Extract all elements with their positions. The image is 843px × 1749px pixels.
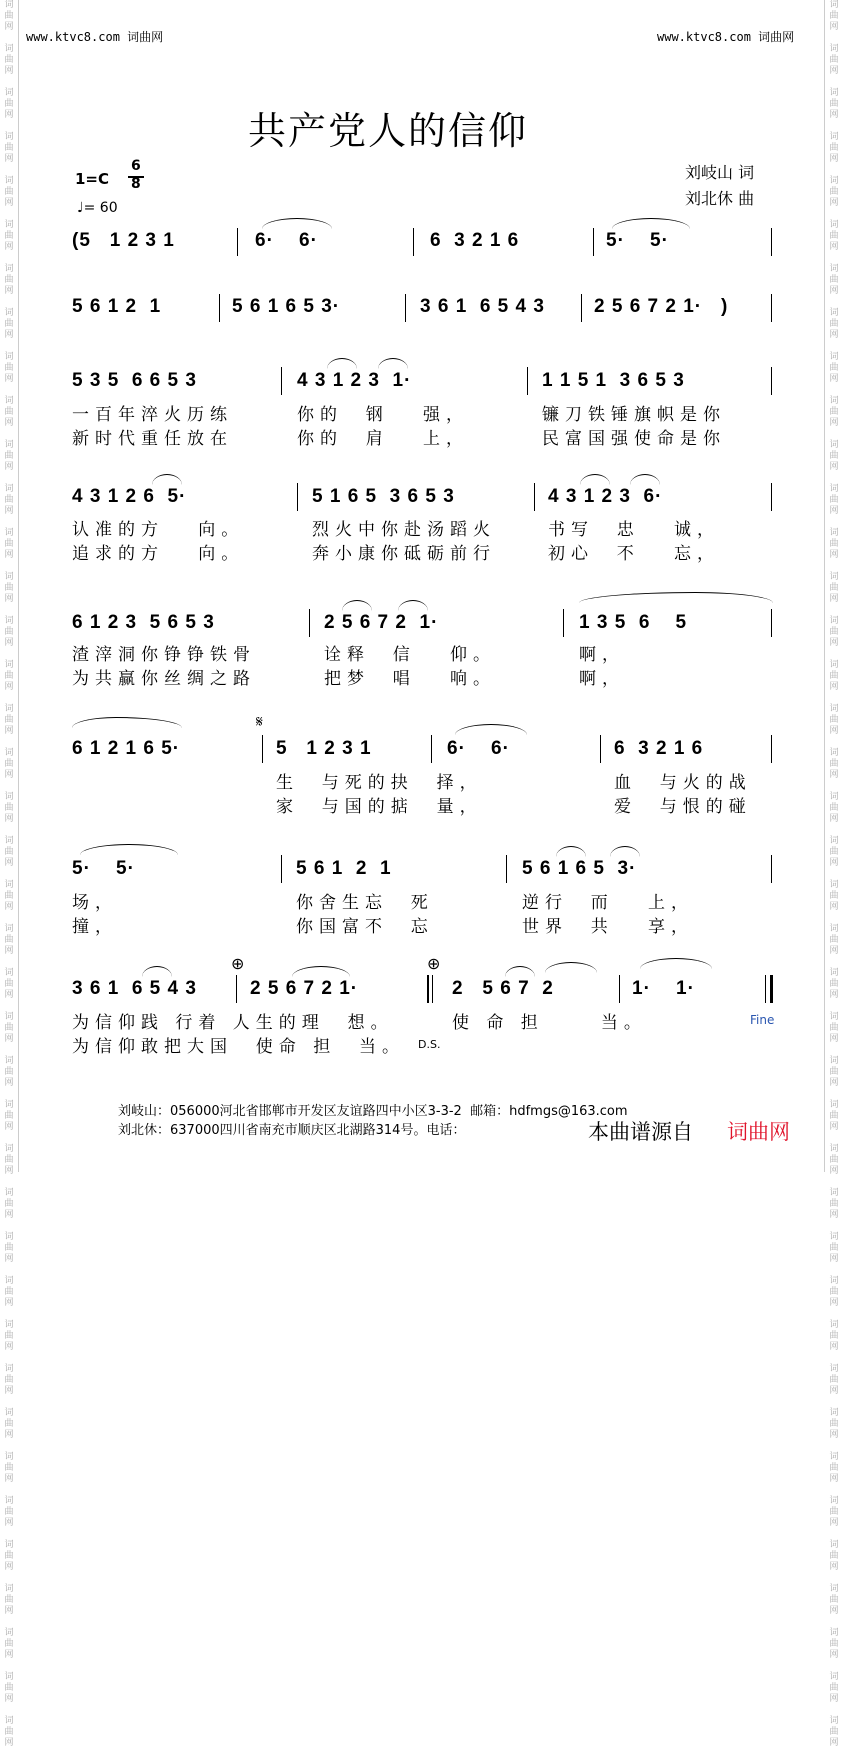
measure: 6· 6· [447, 738, 510, 759]
barline [527, 367, 528, 395]
lyric-line-1: 认准的方 向。 [72, 520, 245, 540]
lyric-line-2: 新时代重任放在 [72, 429, 233, 449]
lyric-line-1: 诠释 信 仰。 [324, 645, 497, 665]
lyric-line-2: 把梦 唱 响。 [324, 669, 497, 689]
barline [413, 228, 414, 256]
measure: 5· 5· [606, 230, 669, 251]
measure: 6 1 2 1 6 5· [72, 738, 181, 759]
slur [556, 846, 586, 857]
barline [262, 735, 263, 763]
lyric-line-2: 追求的方 向。 [72, 544, 245, 564]
measure: 4 3 1 2 6 5· [72, 486, 187, 507]
lyric-line-1: 镰刀铁锤旗帜是你 [542, 405, 726, 425]
lyric-line-1: 为信仰践 行着 人生的理 想。 [72, 1013, 394, 1033]
tie-slur [262, 218, 332, 229]
repeat-barline-thin [432, 975, 433, 1003]
measure: 6 1 2 3 5 6 5 3 [72, 612, 215, 633]
measure: 5 6 1 2 1 [296, 858, 392, 879]
lyric-line-2: 世界 共 享， [522, 917, 695, 937]
barline [619, 975, 620, 1003]
segno-symbol: 𝄋 [256, 712, 263, 731]
barline [506, 855, 507, 883]
measure: 5 6 1 2 1 [72, 296, 162, 317]
slur [72, 717, 182, 728]
lyric-line-1: 生 与死的抉 择， [276, 773, 483, 793]
lyric-line-2: 家 与国的掂 量， [276, 797, 483, 817]
lyric-line-1: 你舍生忘 死 [296, 893, 434, 913]
lyric-line-2: 撞， [72, 917, 118, 937]
lyric-line-2: 初心 不 忘， [548, 544, 721, 564]
barline [771, 855, 772, 883]
slur [378, 358, 408, 369]
measure: 5· 5· [72, 858, 135, 879]
contact-lyricist: 刘岐山：056000河北省邯郸市开发区友谊路四中小区3-3-2 邮箱：hdfmgs@163.com [118, 1104, 628, 1119]
measure: 1 1 5 1 3 6 5 3 [542, 370, 685, 391]
key-signature: 1=C [75, 170, 110, 188]
measure: 6 3 2 1 6 [614, 738, 704, 759]
measure: 4 3 1 2 3 1· [297, 370, 412, 391]
measure: 5 1 6 5 3 6 5 3 [312, 486, 455, 507]
header-url-left[interactable]: www.ktvc8.com 词曲网 [26, 30, 164, 44]
barline [281, 367, 282, 395]
measure: 4 3 1 2 3 6· [548, 486, 663, 507]
slur [152, 474, 182, 485]
time-signature-bottom: 8 [131, 176, 141, 192]
repeat-barline [427, 975, 429, 1003]
tempo-marking: ♩= 60 [77, 200, 118, 216]
barline [281, 855, 282, 883]
measure: 1· 1· [632, 978, 695, 999]
lyric-line-2: 啊， [579, 669, 625, 689]
tie-slur [455, 724, 527, 735]
slur [545, 962, 597, 973]
lyric-line-1: 你的 钢 强， [297, 405, 470, 425]
slur [342, 600, 372, 611]
measure: 5 6 1 6 5 3· [522, 858, 637, 879]
measure: 6· 6· [255, 230, 318, 251]
tie-slur [640, 958, 712, 969]
lyric-line-2: 为共赢你丝绸之路 [72, 669, 256, 689]
barline [771, 228, 772, 256]
ds-marking: D.S. [418, 1038, 441, 1051]
song-title: 共产党人的信仰 [248, 109, 529, 153]
barline [771, 735, 772, 763]
slur [327, 358, 357, 369]
lyric-line-1: 书写 忠 诚， [548, 520, 721, 540]
lyric-line-1: 血 与火的战 [614, 773, 752, 793]
slur [630, 474, 660, 485]
lyric-line-1: 烈火中你赴汤蹈火 [312, 520, 496, 540]
barline [309, 609, 310, 637]
lyric-line-2: 奔小康你砥砺前行 [312, 544, 496, 564]
barline [771, 483, 772, 511]
tie-slur [80, 844, 178, 855]
measure: 3 6 1 6 5 4 3 [72, 978, 197, 999]
left-watermark-strip: 词 曲 网 词 曲 网 词 曲 网 词 曲 网 词 曲 网 词 曲 网 词 曲 网 词 曲 网 词 曲 网 词 曲 网 词 曲 网 词 曲 网 词 曲 网 词 曲 网 词 曲 网 词 曲 网 词 曲 网 词 曲 网 词 曲 网 词 曲 网 词 曲 网 词 曲 网 词 曲 网 词 曲 网 词 曲 网 词 曲 网 词 曲 网 词 曲 网 词 曲 网 词 曲 网 词 曲 网 词 曲 网 词 曲 网 词 曲 网 词 曲 网 词 曲 网 词 曲 网 词 曲 网 词 曲 网 词 曲 网 [0, 0, 19, 1172]
slur [580, 474, 610, 485]
slur [142, 966, 172, 977]
composer-credit: 刘北休 曲 [685, 189, 755, 208]
measure: 1 3 5 6 5 [579, 612, 688, 633]
barline [534, 483, 535, 511]
source-label: 本曲谱源自 [588, 1120, 693, 1144]
barline [600, 735, 601, 763]
tie-slur [612, 218, 690, 229]
slur [292, 966, 350, 977]
barline [237, 228, 238, 256]
right-watermark-strip: 词 曲 网 词 曲 网 词 曲 网 词 曲 网 词 曲 网 词 曲 网 词 曲 网 词 曲 网 词 曲 网 词 曲 网 词 曲 网 词 曲 网 词 曲 网 词 曲 网 词 曲 网 词 曲 网 词 曲 网 词 曲 网 词 曲 网 词 曲 网 词 曲 网 词 曲 网 词 曲 网 词 曲 网 词 曲 网 词 曲 网 词 曲 网 词 曲 网 词 曲 网 词 曲 网 词 曲 网 词 曲 网 词 曲 网 词 曲 网 词 曲 网 词 曲 网 词 曲 网 词 曲 网 词 曲 网 词 曲 网 [824, 0, 843, 1172]
measure: 2 5 6 7 2 1· [324, 612, 439, 633]
lyric-line-2: 爱 与恨的碰 [614, 797, 752, 817]
measure: 5 6 1 6 5 3· [232, 296, 341, 317]
lyric-line-2: 你国富不 忘 [296, 917, 434, 937]
measure: 5 1 2 3 1 [276, 738, 372, 759]
measure: 2 5 6 7 2 1· [250, 978, 359, 999]
barline [405, 294, 406, 322]
barline [563, 609, 564, 637]
slur [610, 846, 640, 857]
measure: 3 6 1 6 5 4 3 [420, 296, 545, 317]
lyric-line-1: 渣滓洞你铮铮铁骨 [72, 645, 256, 665]
barline [236, 975, 237, 1003]
lyric-line-1: 一百年淬火历练 [72, 405, 233, 425]
time-signature-top: 6 [131, 158, 141, 174]
barline [431, 735, 432, 763]
header-url-right[interactable]: www.ktvc8.com 词曲网 [657, 30, 795, 44]
barline [593, 228, 594, 256]
slur [398, 600, 428, 611]
lyric-line-1: 场， [72, 893, 118, 913]
measure: 2 5 6 7 2 [452, 978, 554, 999]
measure: 6 3 2 1 6 [430, 230, 520, 251]
source-site-link[interactable]: 词曲网 [727, 1120, 790, 1144]
barline [219, 294, 220, 322]
barline [581, 294, 582, 322]
measure: (5 1 2 3 1 [72, 230, 175, 251]
measure: 5 3 5 6 6 5 3 [72, 370, 197, 391]
lyric-line-2: 你的 肩 上， [297, 429, 470, 449]
lyric-line-1: 使 命 担 当。 [452, 1013, 647, 1033]
slur [505, 966, 535, 977]
barline [771, 294, 772, 322]
lyric-line-2: 为信仰敢把大国 使命 担 当。 [72, 1037, 406, 1057]
final-barline-thick [770, 975, 773, 1003]
lyric-line-1: 逆行 而 上， [522, 893, 695, 913]
final-barline-thin [765, 975, 766, 1003]
lyricist-credit: 刘岐山 词 [685, 163, 755, 182]
lyric-line-1: 啊， [579, 645, 625, 665]
coda-symbol-2: ⊕ [427, 954, 441, 973]
slur [579, 592, 773, 603]
fine-marking: Fine [750, 1013, 775, 1027]
barline [297, 483, 298, 511]
measure: 2 5 6 7 2 1· ) [594, 296, 729, 317]
contact-composer: 刘北休：637000四川省南充市顺庆区北湖路314号。电话： [118, 1123, 466, 1138]
lyric-line-2: 民富国强使命是你 [542, 429, 726, 449]
barline [771, 609, 772, 637]
coda-symbol: ⊕ [231, 954, 245, 973]
barline [771, 367, 772, 395]
